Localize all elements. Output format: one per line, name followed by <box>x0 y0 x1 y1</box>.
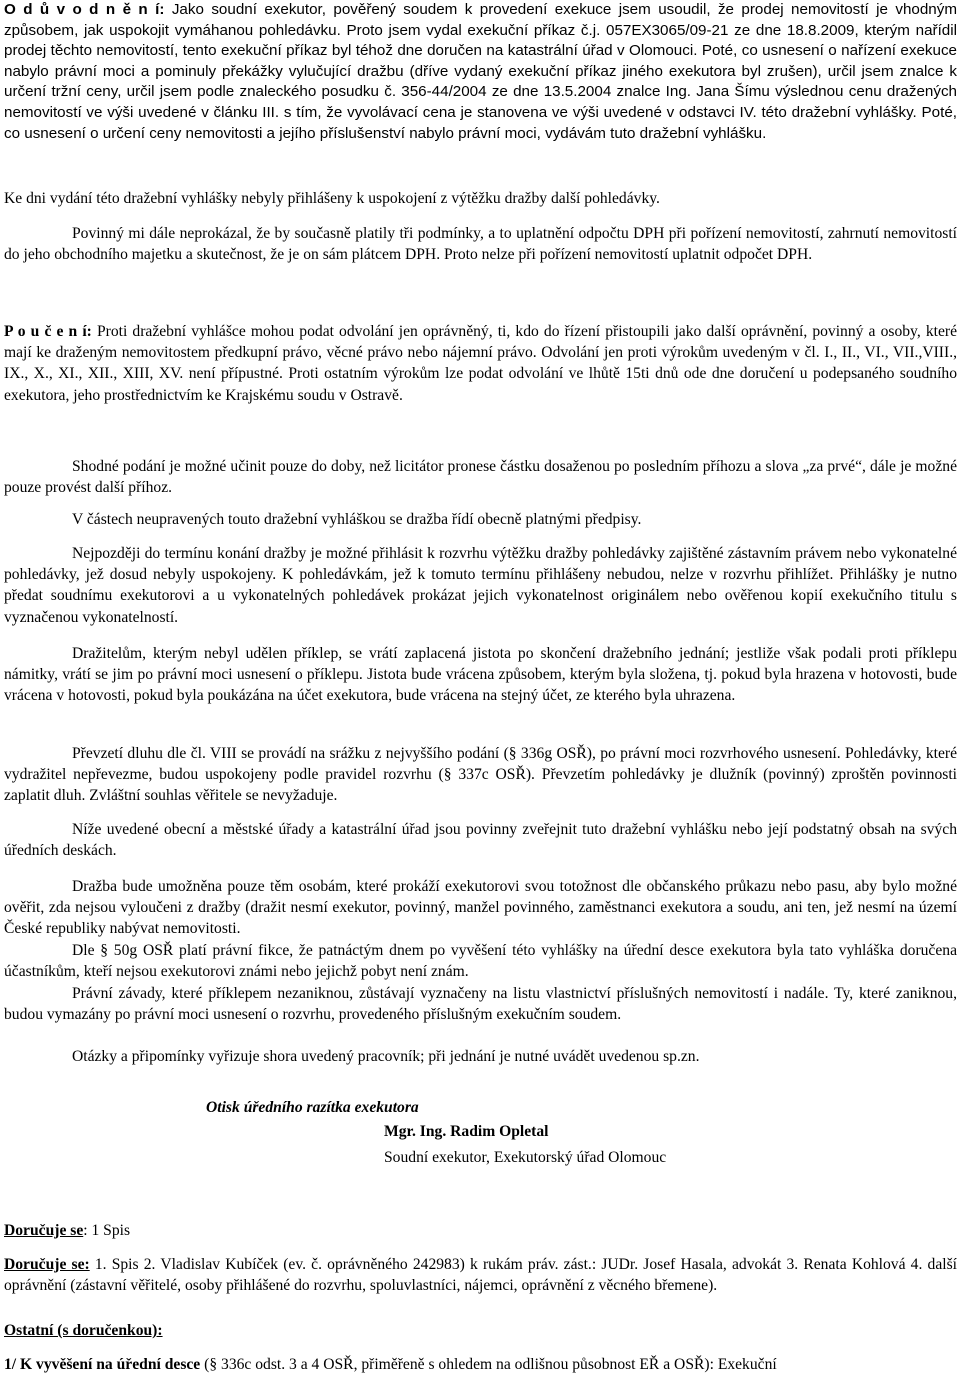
posting-item-1-bold: 1/ K vyvěšení na úřední desce <box>4 1356 201 1373</box>
delivery-line-2 <box>4 1254 957 1296</box>
pouceni-paragraph-7: Dražba bude umožněna pouze těm osobám, které prokáží exekutorovi svou totožnost dle občanského průkazu nebo pasu, aby bylo možné ověřit, zda nejsou vyloučeni z dražby (dražit nesmí exekutor, povinný, manžel povinného, zaměstnanci exekutora a soudu, ani ten, jež nesmí na území České republiky nabývat nemovitosti. <box>4 878 957 938</box>
claims-paragraph: Ke dni vydání této dražební vyhlášky nebyly přihlášeny k uspokojení z výtěžku dražby další pohledávky. <box>4 190 660 207</box>
posting-item-1-text: (§ 336c odst. 3 a 4 OSŘ, přiměřeně s ohledem na odlišnou působnost EŘ a OSŘ): Exekuční <box>200 1356 777 1373</box>
pouceni-paragraph-6: Níže uvedené obecní a městské úřady a katastrální úřad jsou povinny zveřejnit tuto dražební vyhlášku nebo její podstatný obsah na svých úředních deskách. <box>4 821 957 860</box>
pouceni-paragraph-3: Nejpozději do termínu konání dražby je možné přihlásit k rozvrhu výtěžku dražby pohledávky zajištěné zástavním právem nebo vykonatelné pohledávky, jež dosud nebyly uspokojeny. K pohledávkám, jež k tomuto termínu přihlášeny nebudou, nelze v rozvrhu přihlížet. Přihlášky je nutno předat soudnímu exekutorovi a u vykonatelných pohledávek prokázat jejich vykonatelnost originálem nebo ověřenou kopií exekučního titulu s vyznačenou vykonatelností. <box>4 545 957 626</box>
pouceni-paragraph-5: Převzetí dluhu dle čl. VIII se provádí na srážku z nejvyššího podání (§ 336g OSŘ), po právní moci rozvrhového usnesení. Pohledávky, které vydražitel nepřevezme, budou uspokojeny podle pravidel rozvrhu (§ 337c OSŘ). Převzetím pohledávky je dlužník (povinný) zproštěn povinnosti zaplatit dluh. Zvláštní souhlas věřitele se nevyžaduje. <box>4 745 957 805</box>
signature-block <box>206 1097 806 1171</box>
pouceni-text: Proti dražební vyhlášce mohou podat odvolání jen oprávněný, ti, kdo do řízení přistoupili jako další oprávnění, povinný a osoby, které mají ke draženým nemovitostem předkupní právo, věcné právo nebo nájemní právo. Odvolání jen proti výrokům uvedeným v čl. I., II., VI., VII.,VIII., IX., X., XI., XII., XIII, XV. není přípustné. Proti ostatním výrokům lze podat odvolání ve lhůtě 15ti dnů ode dne doručení u podepsaného soudního exekutora, jeho prostřednictvím ke Krajskému soudu v Ostravě. <box>4 323 958 404</box>
oduvodneni-text: Jako soudní exekutor, pověřený soudem k provedení exekuce jsem usoudil, že prodej nemovitostí je vhodným způsobem, jak uspokojit vymáhanou pohledávku. Proto jsem vydal exekuční příkaz č.j. 057EX3065/09-21 ze dne 18.8.2009, kterým nařídil prodej těchto nemovitostí, tento exekuční příkaz byl téhož dne doručen na katastrální úřad v Olomouci. Poté, co usnesení o nařízení exekuce nabylo právní moci a pominuly překážky vylučující dražbu (dříve vydaný exekuční příkaz jiného exekutora byl zrušen), určil jsem znalce k určení tržní ceny, určil jsem podle znaleckého posudku č. 356-44/2004 ze dne 13.5.2004 znalce Ing. Jana Šímu výslednou cenu dražených nemovitostí ve výši uvedené v článku III. s tím, že vyvolávací cena je stanovena ve výši uvedené v odstavci IV. této dražební vyhlášky. Poté, co usnesení o určení ceny nemovitosti a jejího příslušenství nabylo právní moci, vydávám tuto dražební vyhlášku. <box>4 1 958 142</box>
delivery-label-1: Doručuje se <box>4 1222 84 1239</box>
pouceni-paragraph-1: Shodné podání je možné učinit pouze do doby, než licitátor pronese částku dosaženou po posledním příhozu a slova „za prvé“, dále je možné pouze provést další příhoz. <box>4 458 957 496</box>
signatory-name: Mgr. Ing. Radim Opletal <box>384 1123 549 1140</box>
ostatni-label: Ostatní (s doručenkou): <box>4 1322 163 1339</box>
delivery-recipients: 1. Spis 2. Vladislav Kubíček (ev. č. oprávněného 242983) k rukám práv. zást.: JUDr. Josef Hasala, advokát 3. Renata Kohlová 4. další oprávnění (zástavní věřitelé, osoby přihlášené do rozvrhu, spoluvlastníci, nájemci, oprávnění z věcného břemene). <box>4 1256 957 1295</box>
delivery-line-1 <box>4 1221 957 1242</box>
posting-item-1 <box>4 1355 957 1376</box>
vat-paragraph: Povinný mi dále neprokázal, že by současně platily tři podmínky, a to uplatnění odpočtu DPH při pořízení nemovitostí, zahrnutí nemovitostí do jeho obchodního majetku a skutečnost, že je on sám plátcem DPH. Proto nelze při pořízení nemovitostí uplatnit odpočet DPH. <box>4 225 957 263</box>
oduvodneni-paragraph <box>4 0 957 144</box>
pouceni-paragraph-2: V částech neupravených touto dražební vyhláškou se dražba řídí obecně platnými předpisy. <box>72 511 642 528</box>
signatory-role: Soudní exekutor, Exekutorský úřad Olomouc <box>384 1149 667 1166</box>
pouceni-heading: P o u č e n í: <box>4 323 92 340</box>
delivery-label-2: Doručuje se: <box>4 1256 90 1273</box>
other-recipients-heading <box>4 1321 957 1342</box>
oduvodneni-heading: O d ů v o d n ě n í: <box>4 1 165 18</box>
delivery-value-1: : 1 Spis <box>83 1222 131 1239</box>
pouceni-paragraph-4: Dražitelům, kterým nebyl udělen příklep, se vrátí zaplacená jistota po skončení dražebního jednání; jestliže však podali proti příklepu námitky, vrátí se jim po právní moci usnesení o příklepu. Jistota bude vrácena způsobem, kterým byla složena, tj. pokud byla hrazena v hotovosti, bude vrácena v hotovosti, pokud byla poukázána na účet exekutora, bude vrácena na stejný účet, ze kterého byla uhrazena. <box>4 645 957 705</box>
pouceni-paragraph-8: Dle § 50g OSŘ platí právní fikce, že patnáctým dnem po vyvěšení této vyhlášky na úřední desce exekutora byla tato vyhláška doručena účastníkům, kteří nejsou exekutorovi známi nebo jejichž pobyt není znám. <box>4 942 957 981</box>
pouceni-paragraph-9: Právní závady, které příklepem nezaniknou, zůstávají vyznačeny na listu vlastnictví příslušných nemovitostí i nadále. Ty, které zaniknou, budou vymazány po právní moci usnesení o rozvrhu, provedeného příslušným exekučním soudem. <box>4 985 957 1024</box>
pouceni-paragraph-10: Otázky a připomínky vyřizuje shora uvedený pracovník; při jednání je nutné uvádět uvedenou sp.zn. <box>72 1048 700 1065</box>
pouceni-paragraph <box>4 321 957 406</box>
stamp-label: Otisk úředního razítka exekutora <box>206 1099 419 1116</box>
